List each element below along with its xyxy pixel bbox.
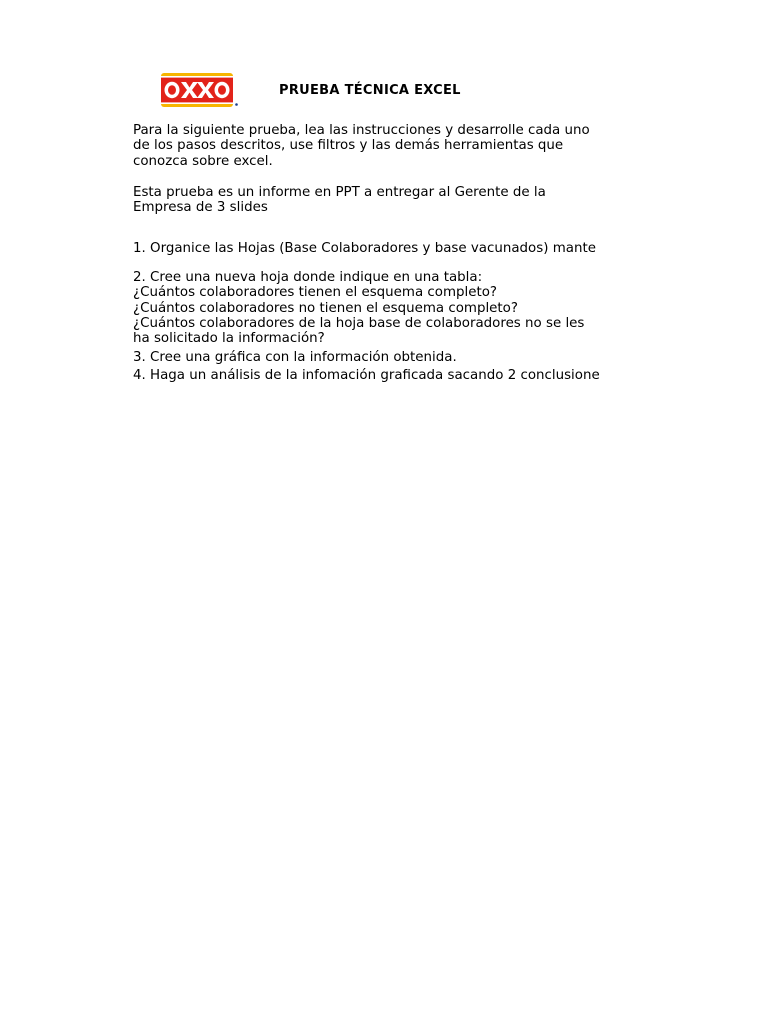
step-2-question: ¿Cuántos colaboradores tienen el esquema completo? (133, 285, 498, 301)
document-body (133, 123, 623, 384)
delivery-line: Empresa de 3 slides (133, 200, 268, 216)
step-2-heading: 2. Cree una nueva hoja donde indique en una tabla: (133, 269, 483, 285)
step-1: 1. Organice las Hojas (Base Colaboradores y base vacunados) mante (133, 241, 596, 257)
step-2-question: ¿Cuántos colaboradores no tienen el esquema completo? (133, 300, 518, 316)
step-3: 3. Cree una gráfica con la información obtenida. (133, 349, 457, 365)
intro-line: Para la siguiente prueba, lea las instrucciones y desarrolle cada uno (133, 123, 590, 138)
step-2-question: ha solicitado la información? (133, 331, 325, 347)
delivery-line: Esta prueba es un informe en PPT a entregar al Gerente de la (133, 184, 546, 200)
intro-line: de los pasos descritos, use filtros y las demás herramientas que (133, 138, 564, 154)
step-2-question: ¿Cuántos colaboradores de la hoja base de colaboradores no se les (133, 316, 585, 332)
intro-line: conozca sobre excel. (133, 153, 273, 169)
document-title: PRUEBA TÉCNICA EXCEL (279, 83, 461, 98)
step-4: 4. Haga un análisis de la infomación graficada sacando 2 conclusione (133, 368, 600, 384)
oxxo-logo-icon (160, 72, 240, 110)
